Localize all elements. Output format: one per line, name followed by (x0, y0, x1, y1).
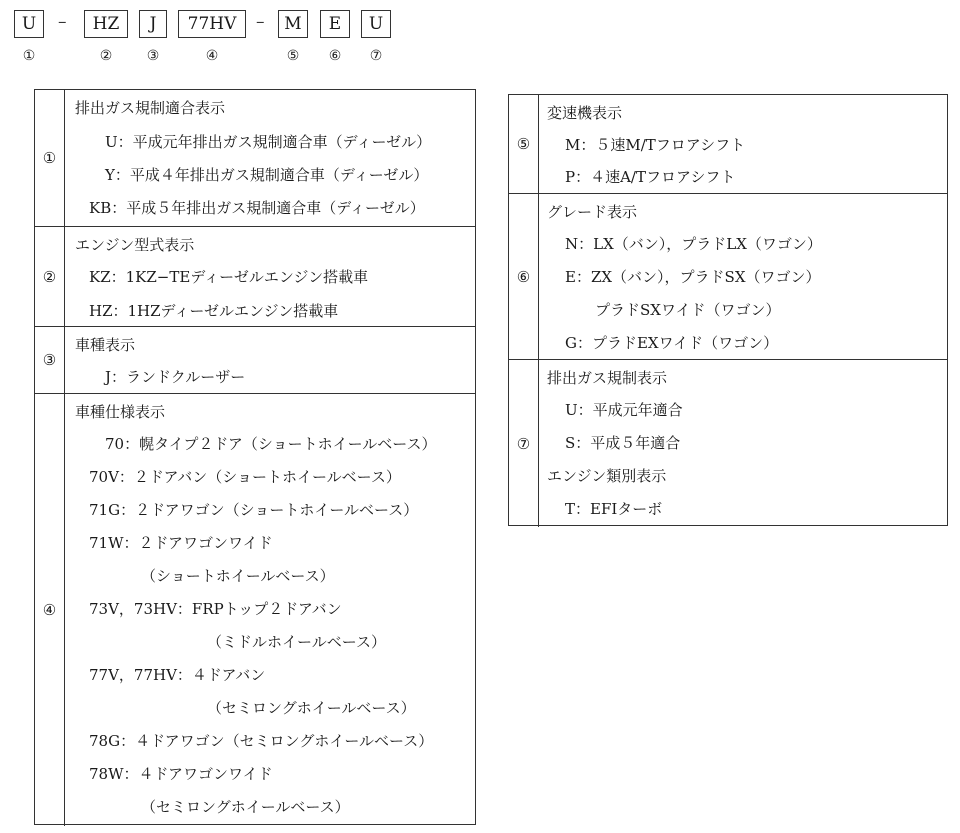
list-item: 70V：２ドアバン（ショートホイールベース） (89, 468, 401, 486)
section-title: 変速機表示 (547, 104, 623, 122)
list-item: N：LX（バン），プラドLX（ワゴン） (565, 235, 822, 253)
list-item: （セミロングホイールベース） (207, 699, 416, 717)
list-item: KZ：1KZ−TEディーゼルエンジン搭載車 (89, 268, 369, 286)
list-item: Y：平成４年排出ガス規制適合車（ディーゼル） (105, 166, 429, 184)
section-number: ③ (35, 327, 65, 393)
section-title: 車種仕様表示 (75, 403, 166, 421)
list-item: プラドSXワイド（ワゴン） (595, 301, 781, 319)
section-subtitle: エンジン類別表示 (547, 467, 667, 485)
code-box-3: J (139, 10, 167, 38)
list-item: J：ランドクルーザー (105, 368, 246, 386)
left-code-table (34, 89, 476, 825)
list-item: M：５速M/Tフロアシフト (565, 136, 746, 154)
list-item: U：平成元年排出ガス規制適合車（ディーゼル） (105, 133, 432, 151)
model-code-row (0, 0, 960, 70)
code-number-1: ① (22, 48, 36, 64)
section-engine-type (35, 226, 475, 326)
list-item: 71G：２ドアワゴン（ショートホイールベース） (89, 501, 419, 519)
code-dash-2: – (256, 12, 265, 32)
code-box-2: HZ (84, 10, 128, 38)
code-box-1: U (14, 10, 44, 38)
list-item: KB：平成５年排出ガス規制適合車（ディーゼル） (89, 199, 425, 217)
code-number-2: ② (99, 48, 113, 64)
code-number-3: ③ (146, 48, 160, 64)
section-title: グレード表示 (547, 203, 638, 221)
code-box-7: U (361, 10, 391, 38)
list-item: （セミロングホイールベース） (141, 798, 350, 816)
section-title: エンジン型式表示 (75, 236, 195, 254)
list-item: 70：幌タイプ２ドア（ショートホイールベース） (105, 435, 437, 453)
section-vehicle-spec (35, 393, 475, 826)
code-box-5: M (278, 10, 308, 38)
list-item: E：ZX（バン），プラドSX（ワゴン） (565, 268, 821, 286)
section-title: 排出ガス規制表示 (547, 369, 668, 387)
list-item: 78W：４ドアワゴンワイド (89, 765, 273, 783)
list-item: T：EFIターボ (565, 500, 663, 518)
section-emission-engine (509, 359, 947, 527)
section-emission-compliance (35, 90, 475, 226)
list-item: （ミドルホイールベース） (207, 633, 386, 651)
right-code-table (508, 94, 948, 526)
list-item: 77V，77HV：４ドアバン (89, 666, 266, 684)
section-number: ② (35, 227, 65, 326)
code-number-6: ⑥ (328, 48, 342, 64)
code-box-4: 77HV (178, 10, 246, 38)
section-number: ⑥ (509, 194, 539, 359)
section-number: ④ (35, 394, 65, 826)
section-number: ⑦ (509, 360, 539, 527)
section-title: 車種表示 (75, 336, 136, 354)
code-box-6: E (320, 10, 350, 38)
list-item: G：プラドEXワイド（ワゴン） (565, 334, 779, 352)
code-dash-1: – (58, 12, 67, 32)
section-transmission (509, 95, 947, 193)
section-vehicle-type (35, 326, 475, 393)
list-item: （ショートホイールベース） (141, 567, 335, 585)
list-item: 78G：４ドアワゴン（セミロングホイールベース） (89, 732, 434, 750)
section-title: 排出ガス規制適合表示 (75, 99, 226, 117)
section-grade (509, 193, 947, 359)
list-item: 73V，73HV：FRPトップ２ドアバン (89, 600, 342, 618)
code-number-4: ④ (205, 48, 219, 64)
list-item: U：平成元年適合 (565, 401, 683, 419)
code-number-7: ⑦ (369, 48, 383, 64)
code-number-5: ⑤ (286, 48, 300, 64)
list-item: 71W：２ドアワゴンワイド (89, 534, 273, 552)
list-item: S：平成５年適合 (565, 434, 681, 452)
section-number: ⑤ (509, 95, 539, 193)
list-item: HZ：1HZディーゼルエンジン搭載車 (89, 302, 339, 320)
list-item: P：４速A/Tフロアシフト (565, 168, 736, 186)
section-number: ① (35, 90, 65, 226)
